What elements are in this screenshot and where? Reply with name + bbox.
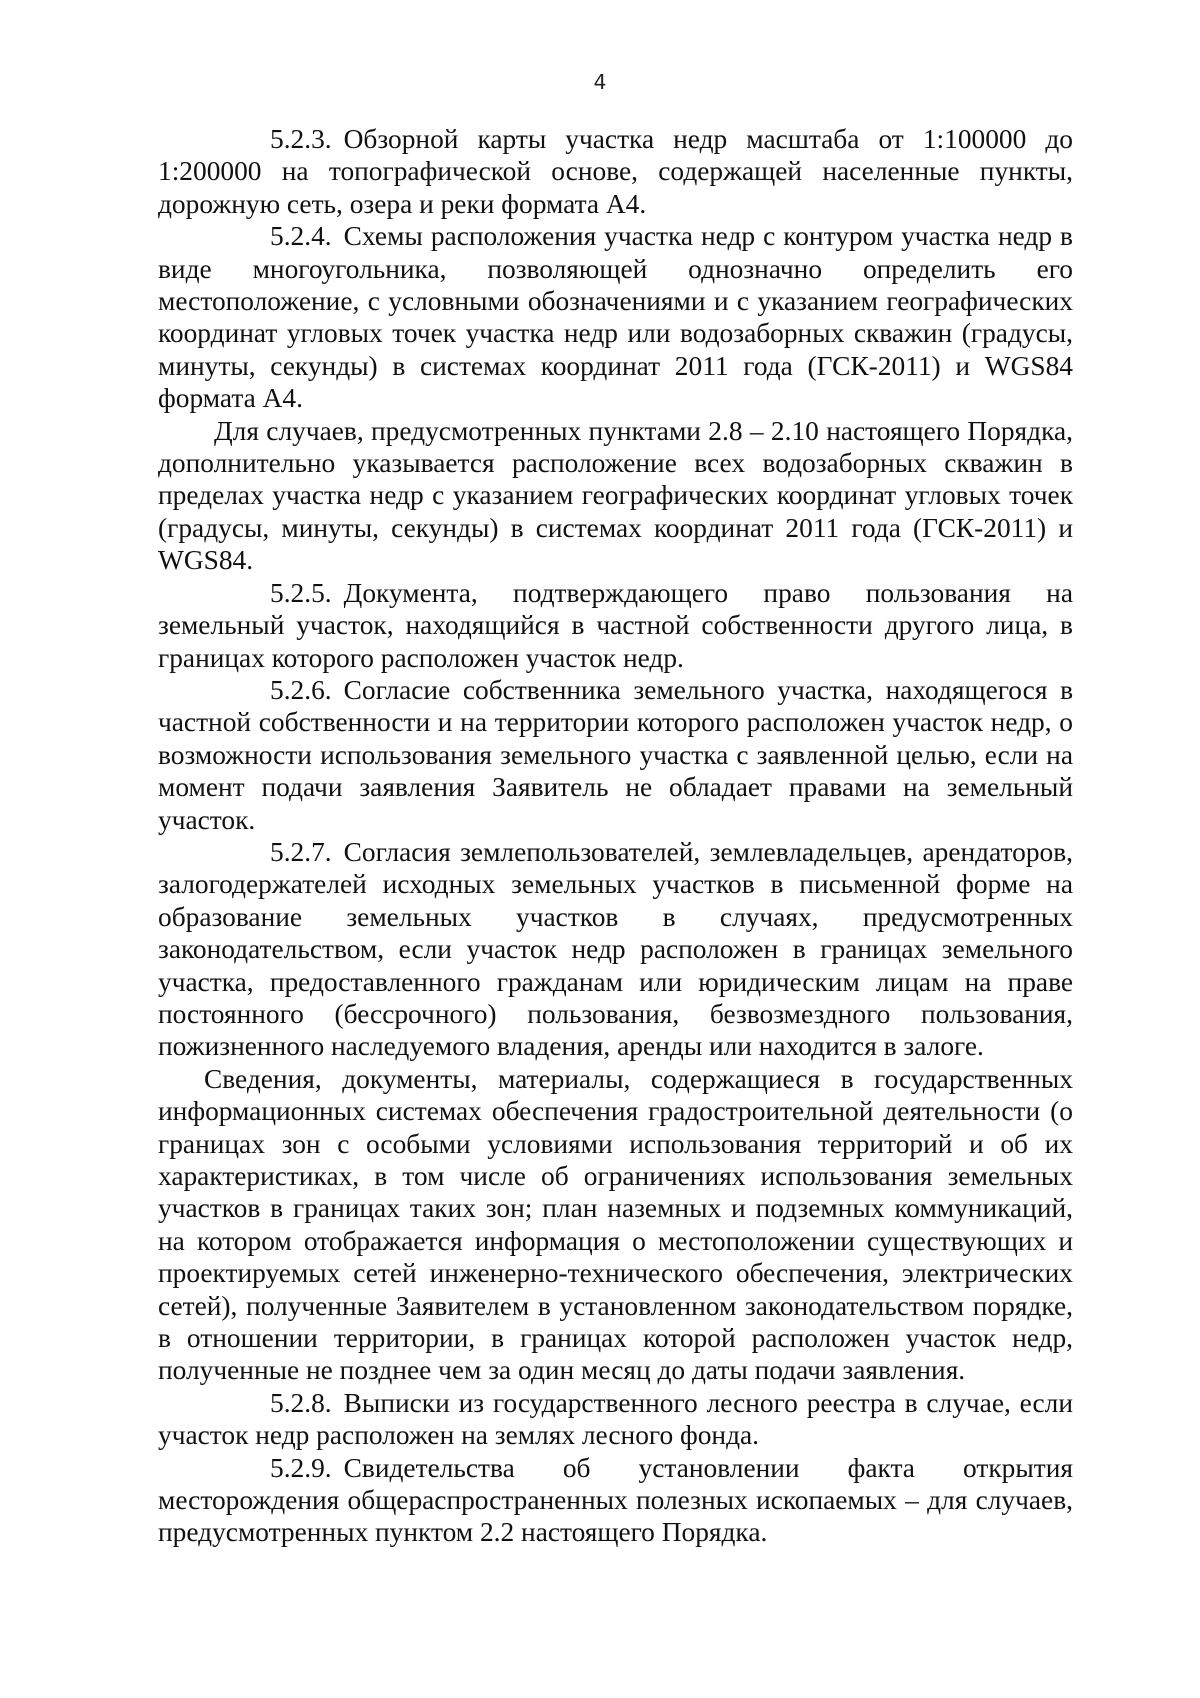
paragraph-number: 5.2.6. [270, 674, 332, 705]
paragraph-5-2-7 [158, 836, 1073, 1063]
paragraph-text: Свидетельства об установлении факта открытия месторождения общераспространенных полезных ископаемых – для случаев, предусмотренных пунктом 2.2 настоящего Порядка. [158, 1452, 1073, 1548]
paragraph-well-cases [158, 415, 1073, 577]
paragraph-number: 5.2.4. [270, 221, 332, 252]
paragraph-text: Сведения, документы, материалы, содержащиеся в государственных информационных системах обеспечения градостроительной деятельности (о границах зон с особыми условиями использования территорий и об их характеристиках, в том числе об ограничениях использования земельных участков в границах таких зон; план наземных и подземных коммуникаций, на котором отображается информация о местоположении существующих и проектируемых сетей инженерно-технического обеспечения, электрических сетей), полученные Заявителем в установленном законодательством порядке, в отношении территории, в границах которой расположен участок недр, полученные не позднее чем за один месяц до даты подачи заявления. [158, 1063, 1073, 1386]
paragraph-text: Схемы расположения участка недр с контуром участка недр в виде многоугольника, позволяющей однозначно определить его местоположение, с условными обозначениями и с указанием географических координат угловых точек участка недр или водозаборных скважин (градусы, минуты, секунды) в системах координат 2011 года (ГСК-2011) и WGS84 формата А4. [158, 221, 1073, 414]
paragraph-number: 5.2.5. [270, 577, 332, 608]
paragraph-5-2-6 [158, 674, 1073, 836]
document-body [158, 123, 1073, 1549]
paragraph-text: Обзорной карты участка недр масштаба от 1:100000 до 1:200000 на топографической основе, содержащей населенные пункты, дорожную сеть, озера и реки формата А4. [158, 124, 1073, 219]
paragraph-text: Выписки из государственного лесного реестра в случае, если участок недр расположен на землях лесного фонда. [158, 1387, 1073, 1451]
paragraph-number: 5.2.9. [270, 1452, 332, 1483]
paragraph-number: 5.2.8. [270, 1387, 332, 1418]
paragraph-info-systems [158, 1063, 1073, 1387]
paragraph-number: 5.2.3. [270, 124, 332, 154]
page-number: 4 [593, 70, 607, 94]
paragraph-5-2-3 [158, 123, 1073, 220]
paragraph-text: Согласие собственника земельного участка, находящегося в частной собственности и на территории которого расположен участок недр, о возможности использования земельного участка с заявленной целью, если на момент подачи заявления Заявитель не обладает правами на земельный участок. [158, 674, 1073, 835]
paragraph-text: Для случаев, предусмотренных пунктами 2.8 – 2.10 настоящего Порядка, дополнительно указывается расположение всех водозаборных скважин в пределах участка недр с указанием географических координат угловых точек (градусы, минуты, секунды) в системах координат 2011 года (ГСК-2011) и WGS84. [158, 415, 1073, 576]
paragraph-number: 5.2.7. [270, 836, 332, 867]
paragraph-5-2-9 [158, 1452, 1073, 1549]
paragraph-5-2-8 [158, 1387, 1073, 1452]
paragraph-5-2-4 [158, 220, 1073, 414]
paragraph-text: Согласия землепользователей, землевладельцев, арендаторов, залогодержателей исходных земельных участков в письменной форме на образование земельных участков в случаях, предусмотренных законодательством, если участок недр расположен в границах земельного участка, предоставленного гражданам или юридическим лицам на праве постоянного (бессрочного) пользования, безвозмездного пользования, пожизненного наследуемого владения, аренды или находится в залоге. [158, 836, 1073, 1062]
paragraph-5-2-5 [158, 577, 1073, 674]
paragraph-text: Документа, подтверждающего право пользования на земельный участок, находящийся в частной собственности другого лица, в границах которого расположен участок недр. [158, 577, 1073, 673]
